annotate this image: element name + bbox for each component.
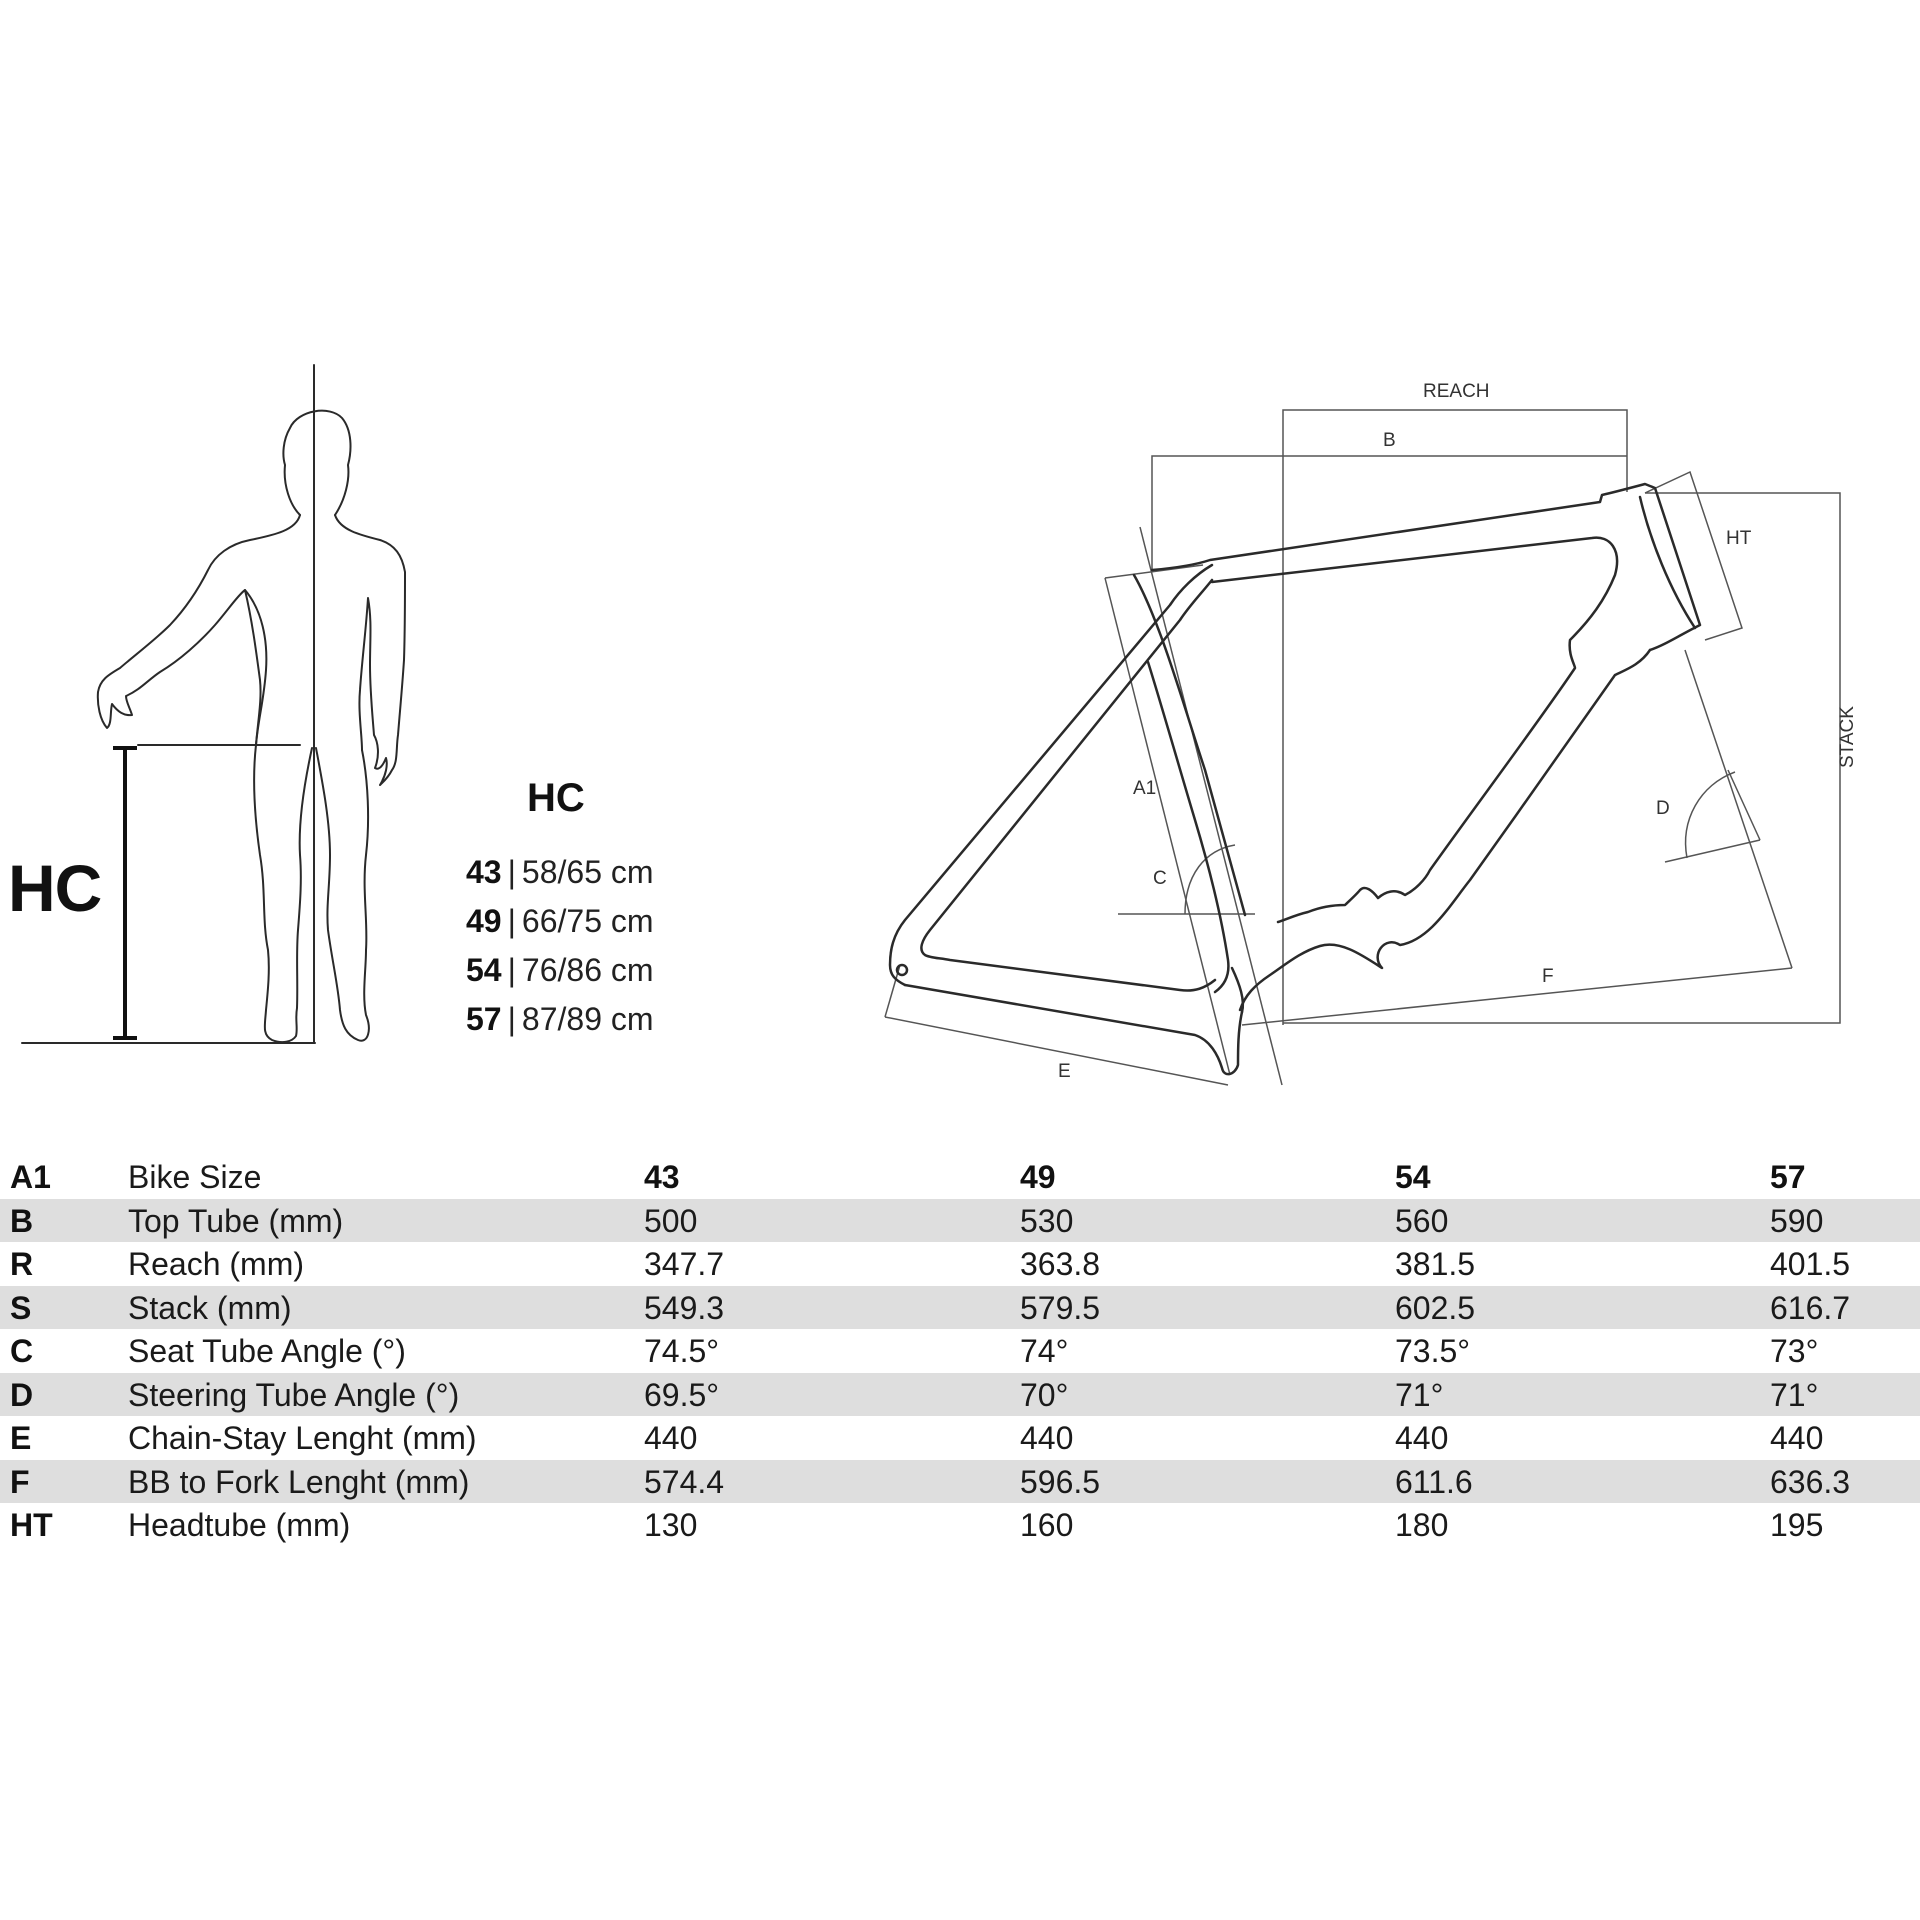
frame-chainstay	[905, 985, 1242, 1074]
hc-size-range: 58/65 cm	[521, 854, 654, 890]
row-value: 401.5	[1770, 1246, 1851, 1282]
row-value: 440	[1770, 1420, 1824, 1456]
row-label: BB to Fork Lenght (mm)	[128, 1463, 470, 1500]
row-value: 440	[1020, 1420, 1074, 1456]
row-value: 74°	[1020, 1333, 1069, 1369]
row-code: HT	[10, 1507, 53, 1543]
hc-size-range: 87/89 cm	[521, 1001, 654, 1037]
row-value: 440	[644, 1420, 698, 1456]
row-value: 602.5	[1395, 1289, 1476, 1326]
table-row	[0, 1286, 1920, 1330]
row-value: 440	[1395, 1420, 1449, 1456]
reach-dimension-line	[1283, 410, 1627, 1025]
row-value: 180	[1395, 1507, 1449, 1543]
row-value: 574.4	[644, 1463, 725, 1500]
row-value: 596.5	[1020, 1463, 1101, 1500]
row-value: 71°	[1770, 1376, 1819, 1413]
steering-angle-arc	[1686, 772, 1735, 858]
row-label: Chain-Stay Lenght (mm)	[128, 1420, 477, 1456]
row-value: 54	[1395, 1159, 1431, 1195]
row-value: 579.5	[1020, 1289, 1101, 1326]
row-value: 49	[1020, 1159, 1056, 1195]
hc-size-row: 57 | 87/89 cm	[466, 1001, 654, 1037]
frame-down-tube	[1240, 650, 1650, 1010]
row-label: Reach (mm)	[128, 1246, 305, 1282]
row-code: A1	[10, 1159, 51, 1195]
table-row	[0, 1329, 1920, 1373]
table-row	[0, 1460, 1920, 1504]
row-value: 347.7	[644, 1246, 725, 1282]
row-value: 71°	[1395, 1376, 1444, 1413]
row-code: F	[10, 1463, 30, 1500]
chainstay-dimension-line	[885, 1017, 1228, 1085]
row-code: D	[10, 1376, 34, 1413]
row-label: Stack (mm)	[128, 1289, 292, 1326]
frame-front-triangle-inner	[1212, 538, 1617, 922]
row-value: 616.7	[1770, 1289, 1851, 1326]
seat-tube-guide-line	[1105, 565, 1203, 578]
table-row	[0, 1155, 1920, 1199]
hc-size-range: 76/86 cm	[521, 952, 654, 988]
row-value: 560	[1395, 1202, 1449, 1239]
table-row	[0, 1242, 1920, 1286]
row-label: Headtube (mm)	[128, 1507, 351, 1543]
table-row	[0, 1503, 1920, 1547]
row-code: B	[10, 1202, 34, 1239]
fork-guide-line	[1685, 650, 1792, 968]
row-value: 43	[644, 1159, 680, 1195]
steering-angle-guide-line	[1728, 770, 1760, 840]
bb-fork-dimension-line	[1242, 968, 1792, 1025]
steering-angle-base-line	[1665, 840, 1760, 862]
headtube-label: HT	[1726, 528, 1752, 549]
row-value: 69.5°	[644, 1376, 720, 1413]
row-value: 530	[1020, 1202, 1074, 1239]
row-value: 74.5°	[644, 1333, 720, 1369]
row-value: 57	[1770, 1159, 1806, 1195]
chainstay-label: E	[1058, 1061, 1071, 1082]
row-value: 549.3	[644, 1289, 725, 1326]
steering-angle-label: D	[1656, 798, 1670, 819]
table-row	[0, 1199, 1920, 1243]
row-value: 590	[1770, 1202, 1824, 1239]
hc-size-row: 54 | 76/86 cm	[466, 952, 654, 988]
top-tube-dimension-line	[1152, 456, 1627, 570]
row-code: R	[10, 1246, 34, 1282]
row-label: Steering Tube Angle (°)	[128, 1376, 460, 1413]
row-code: S	[10, 1289, 32, 1326]
row-value: 195	[1770, 1507, 1824, 1543]
row-value: 73.5°	[1395, 1333, 1471, 1369]
row-code: E	[10, 1420, 32, 1456]
hc-size-number: 57	[466, 1001, 502, 1037]
row-label: Top Tube (mm)	[128, 1202, 344, 1239]
table-row	[0, 1416, 1920, 1460]
top-tube-label: B	[1383, 430, 1396, 451]
seat-angle-label: C	[1153, 868, 1167, 889]
row-value: 70°	[1020, 1376, 1069, 1413]
hc-size-row: 43 | 58/65 cm	[466, 854, 654, 890]
hc-size-number: 54	[466, 952, 502, 988]
hc-size-range: 66/75 cm	[521, 903, 654, 939]
row-value: 130	[644, 1507, 698, 1543]
frame-seat-tube	[1134, 575, 1245, 915]
frame-seat-stay-inner	[921, 580, 1215, 991]
row-value: 381.5	[1395, 1246, 1476, 1282]
row-value: 500	[644, 1202, 698, 1239]
row-value: 73°	[1770, 1333, 1819, 1369]
row-code: C	[10, 1333, 34, 1369]
table-row	[0, 1373, 1920, 1417]
frame-head-tube	[1640, 497, 1695, 628]
row-label: Bike Size	[128, 1159, 262, 1195]
row-value: 160	[1020, 1507, 1074, 1543]
hc-measure-label: HC	[8, 851, 102, 925]
stack-dimension-line	[1283, 493, 1840, 1023]
frame-seat-stay	[890, 565, 1212, 985]
geometry-table	[0, 1155, 1920, 1547]
row-value: 636.3	[1770, 1463, 1851, 1500]
hc-size-title: HC	[527, 776, 585, 820]
seat-tube-label: A1	[1133, 778, 1157, 799]
row-value: 363.8	[1020, 1246, 1101, 1282]
row-value: 611.6	[1395, 1463, 1473, 1500]
hc-size-number: 43	[466, 854, 502, 890]
hc-size-row: 49 | 66/75 cm	[466, 903, 654, 939]
hc-size-number: 49	[466, 903, 502, 939]
row-label: Seat Tube Angle (°)	[128, 1333, 406, 1369]
bb-fork-label: F	[1542, 966, 1554, 987]
reach-label: REACH	[1423, 381, 1490, 402]
stack-label: STACK	[1837, 706, 1858, 768]
